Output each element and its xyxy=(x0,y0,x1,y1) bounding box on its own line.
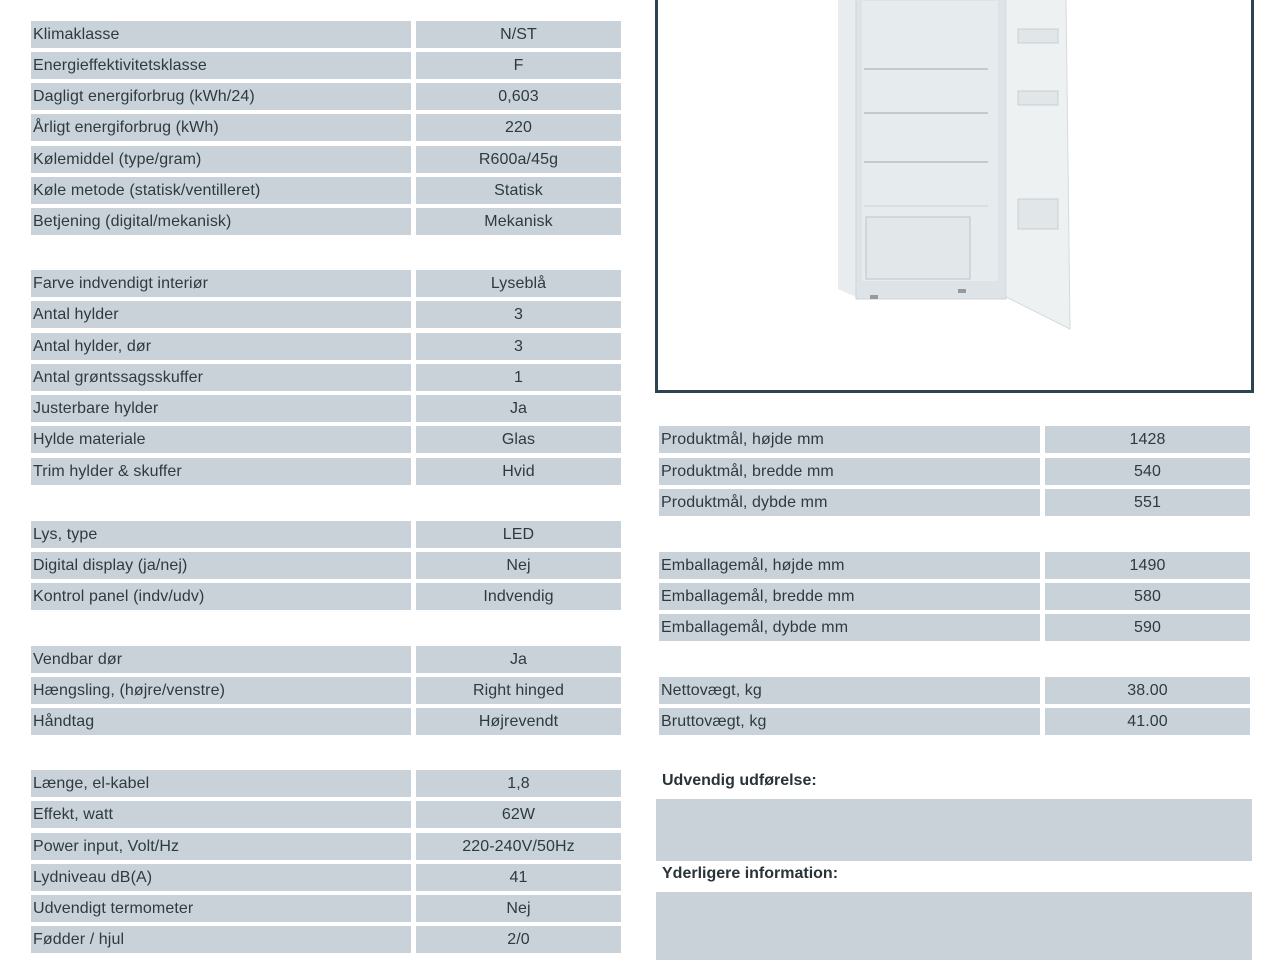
spec-label: Lydniveau dB(A) xyxy=(31,864,411,891)
spec-label: Hængsling, (højre/venstre) xyxy=(31,677,411,704)
spec-label: Emballagemål, dybde mm xyxy=(659,614,1040,641)
spec-row xyxy=(31,583,621,610)
spec-row xyxy=(31,177,621,204)
spec-label: Nettovægt, kg xyxy=(659,677,1040,704)
spec-value: Nej xyxy=(416,552,621,579)
spec-label: Køle metode (statisk/ventilleret) xyxy=(31,177,411,204)
exterior-box xyxy=(656,799,1252,861)
spec-row xyxy=(659,677,1250,704)
spec-value: Glas xyxy=(416,426,621,453)
spec-value: LED xyxy=(416,521,621,548)
spec-value: Ja xyxy=(416,395,621,422)
spec-value: 551 xyxy=(1045,489,1250,516)
spec-row xyxy=(31,114,621,141)
spec-value: 2/0 xyxy=(416,926,621,953)
spec-row xyxy=(31,864,621,891)
spec-row xyxy=(31,708,621,735)
exterior-heading: Udvendig udførelse: xyxy=(662,772,817,789)
spec-label: Fødder / hjul xyxy=(31,926,411,953)
spec-value: 0,603 xyxy=(416,83,621,110)
spec-label: Trim hylder & skuffer xyxy=(31,458,411,485)
spec-label: Farve indvendigt interiør xyxy=(31,270,411,297)
spec-value: 1,8 xyxy=(416,770,621,797)
spec-row xyxy=(31,521,621,548)
spec-row xyxy=(659,458,1250,485)
spec-label: Energieffektivitetsklasse xyxy=(31,52,411,79)
spec-row xyxy=(31,333,621,360)
spec-row xyxy=(659,614,1250,641)
spec-row xyxy=(659,426,1250,453)
spec-value: 62W xyxy=(416,801,621,828)
spec-value: 1 xyxy=(416,364,621,391)
spec-row xyxy=(31,770,621,797)
spec-value: 580 xyxy=(1045,583,1250,610)
spec-value: Statisk xyxy=(416,177,621,204)
spec-row xyxy=(31,833,621,860)
spec-label: Håndtag xyxy=(31,708,411,735)
spec-row xyxy=(31,426,621,453)
spec-label: Udvendigt termometer xyxy=(31,895,411,922)
spec-row xyxy=(659,489,1250,516)
spec-value: 540 xyxy=(1045,458,1250,485)
spec-label: Produktmål, dybde mm xyxy=(659,489,1040,516)
spec-label: Justerbare hylder xyxy=(31,395,411,422)
spec-row xyxy=(31,458,621,485)
product-image-frame xyxy=(655,0,1254,393)
spec-label: Effekt, watt xyxy=(31,801,411,828)
spec-row xyxy=(31,364,621,391)
spec-label: Antal hylder, dør xyxy=(31,333,411,360)
spec-value: 3 xyxy=(416,301,621,328)
spec-row xyxy=(31,208,621,235)
spec-label: Betjening (digital/mekanisk) xyxy=(31,208,411,235)
spec-label: Kølemiddel (type/gram) xyxy=(31,146,411,173)
spec-row xyxy=(31,395,621,422)
spec-label: Bruttovægt, kg xyxy=(659,708,1040,735)
spec-label: Lys, type xyxy=(31,521,411,548)
spec-row xyxy=(31,646,621,673)
spec-label: Længe, el-kabel xyxy=(31,770,411,797)
spec-row xyxy=(659,552,1250,579)
spec-label: Klimaklasse xyxy=(31,21,411,48)
spec-row xyxy=(31,895,621,922)
spec-value: 38.00 xyxy=(1045,677,1250,704)
spec-value: Ja xyxy=(416,646,621,673)
spec-row xyxy=(31,83,621,110)
spec-row xyxy=(31,52,621,79)
spec-label: Antal grøntssagsskuffer xyxy=(31,364,411,391)
spec-value: N/ST xyxy=(416,21,621,48)
spec-value: Nej xyxy=(416,895,621,922)
spec-value: Lyseblå xyxy=(416,270,621,297)
spec-value: F xyxy=(416,52,621,79)
spec-row xyxy=(31,270,621,297)
spec-value: 220-240V/50Hz xyxy=(416,833,621,860)
spec-label: Produktmål, højde mm xyxy=(659,426,1040,453)
spec-value: 1428 xyxy=(1045,426,1250,453)
spec-row xyxy=(659,708,1250,735)
spec-value: 41 xyxy=(416,864,621,891)
spec-value: 1490 xyxy=(1045,552,1250,579)
spec-value: Hvid xyxy=(416,458,621,485)
spec-label: Antal hylder xyxy=(31,301,411,328)
spec-row xyxy=(31,677,621,704)
additional-info-box xyxy=(656,892,1252,960)
spec-value: Mekanisk xyxy=(416,208,621,235)
spec-row xyxy=(31,552,621,579)
spec-label: Kontrol panel (indv/udv) xyxy=(31,583,411,610)
spec-value: 3 xyxy=(416,333,621,360)
spec-label: Vendbar dør xyxy=(31,646,411,673)
spec-value: 220 xyxy=(416,114,621,141)
spec-label: Emballagemål, højde mm xyxy=(659,552,1040,579)
spec-value: Indvendig xyxy=(416,583,621,610)
spec-label: Årligt energiforbrug (kWh) xyxy=(31,114,411,141)
fridge-image xyxy=(658,0,1251,390)
spec-value: 590 xyxy=(1045,614,1250,641)
spec-value: Right hinged xyxy=(416,677,621,704)
spec-value: Højrevendt xyxy=(416,708,621,735)
spec-row xyxy=(31,301,621,328)
spec-row xyxy=(31,926,621,953)
spec-label: Produktmål, bredde mm xyxy=(659,458,1040,485)
spec-label: Power input, Volt/Hz xyxy=(31,833,411,860)
spec-value: 41.00 xyxy=(1045,708,1250,735)
spec-row xyxy=(31,146,621,173)
spec-label: Hylde materiale xyxy=(31,426,411,453)
spec-value: R600a/45g xyxy=(416,146,621,173)
spec-label: Digital display (ja/nej) xyxy=(31,552,411,579)
additional-info-heading: Yderligere information: xyxy=(662,865,839,882)
spec-label: Emballagemål, bredde mm xyxy=(659,583,1040,610)
spec-row xyxy=(31,801,621,828)
spec-row xyxy=(659,583,1250,610)
spec-label: Dagligt energiforbrug (kWh/24) xyxy=(31,83,411,110)
spec-row xyxy=(31,21,621,48)
